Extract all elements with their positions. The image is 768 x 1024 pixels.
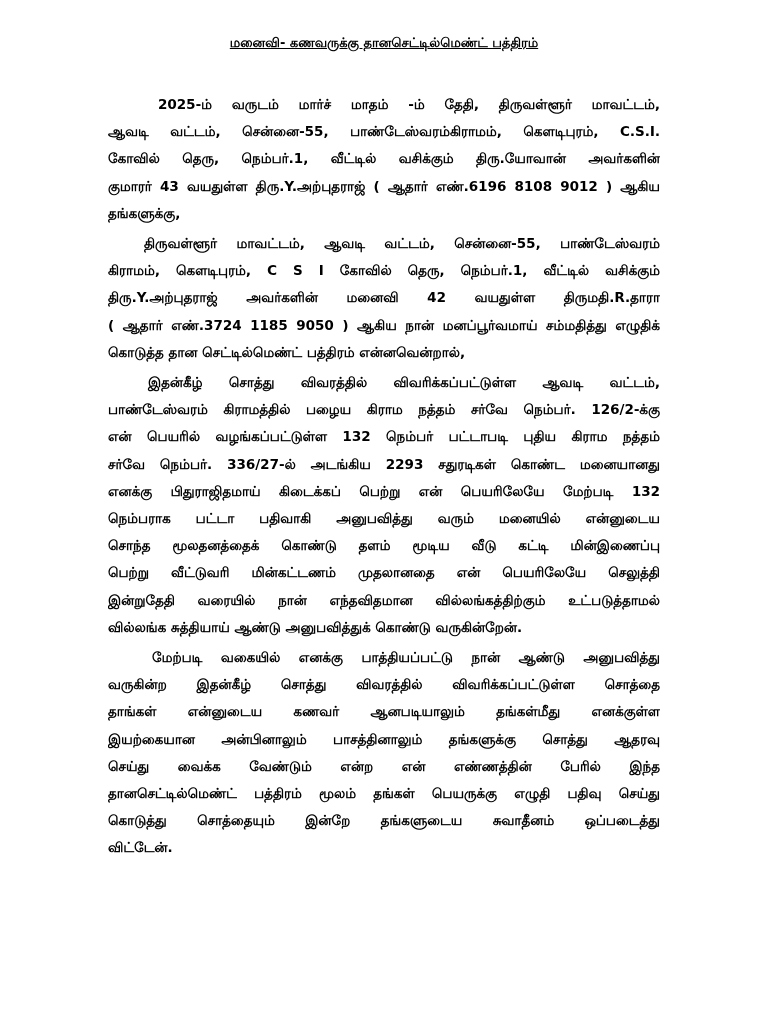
paragraph-line: எனக்கு பிதுராஜிதமாய் கிடைக்கப் பெற்று என் பெயரிலேயே மேற்படி 132: [108, 483, 660, 500]
paragraph-line: வில்லங்க சுத்தியாய் ஆண்டு அனுபவித்துக் கொண்டு வருகின்றேன்.: [108, 619, 523, 636]
paragraph-line: திரு.Y.அற்புதராஜ் அவர்களின் மனைவி 42 வயதுள்ள திருமதி.R.தாரா: [108, 290, 660, 307]
paragraph-line: திருவள்ளூர் மாவட்டம், ஆவடி வட்டம், சென்னை-55, பாண்டேஸ்வரம்: [144, 236, 660, 253]
document-title: மனைவி- கணவருக்கு தானசெட்டில்மெண்ட் பத்திரம்: [229, 36, 539, 51]
paragraph-line: பெற்று வீட்டுவரி மின்கட்டணம் முதலானதை என் பெயரிலேயே செலுத்தி: [108, 565, 660, 582]
paragraph-line: ஆவடி வட்டம், சென்னை-55, பாண்டேஸ்வரம்கிராமம், கெளடிபுரம், C.S.I.: [108, 124, 660, 141]
paragraph-4: [108, 645, 660, 863]
paragraph-line: விட்டேன்.: [108, 840, 173, 857]
paragraph-line: இயற்கையான அன்பினாலும் பாசத்தினாலும் தங்களுக்கு சொத்து ஆதரவு: [108, 731, 660, 748]
paragraph-line: இதன்கீழ் சொத்து விவரத்தில் விவரிக்கப்பட்டுள்ள ஆவடி வட்டம்,: [148, 375, 660, 392]
paragraph-line: சொந்த மூலதனத்தைக் கொண்டு தளம் மூடிய வீடு கட்டி மின்இணைப்பு: [108, 538, 660, 555]
paragraph-line: ( ஆதார் எண்.3724 1185 9050 ) ஆகிய நான் மனப்பூர்வமாய் சம்மதித்து எழுதிக்: [108, 317, 660, 334]
paragraph-line: வருகின்ற இதன்கீழ் சொத்து விவரத்தில் விவரிக்கப்பட்டுள்ள சொத்தை: [108, 677, 660, 694]
paragraph-line: குமாரர் 43 வயதுள்ள திரு.Y.அற்புதராஜ் ( ஆதார் எண்.6196 8108 9012 ) ஆகிய: [108, 178, 660, 195]
paragraph-2: [108, 231, 660, 367]
paragraph-line: கோவில் தெரு, நெம்பர்.1, வீட்டில் வசிக்கும் திரு.யோவான் அவர்களின்: [108, 151, 660, 168]
paragraph-line: கொடுத்து சொத்தையும் இன்றே தங்களுடைய சுவாதீனம் ஒப்படைத்து: [108, 813, 660, 830]
paragraph-line: பாண்டேஸ்வரம் கிராமத்தில் பழைய கிராம நத்தம் சர்வே நெம்பர். 126/2-க்கு: [108, 402, 660, 419]
paragraph-line: இன்றுதேதி வரையில் நான் எந்தவிதமான வில்லங்கத்திற்கும் உட்படுத்தாமல்: [108, 592, 660, 609]
paragraph-line: என் பெயரில் வழங்கப்பட்டுள்ள 132 நெம்பர் பட்டாபடி புதிய கிராம நத்தம்: [108, 429, 660, 446]
paragraph-line: தானசெட்டில்மெண்ட் பத்திரம் மூலம் தங்கள் பெயருக்கு எழுதி பதிவு செய்து: [108, 786, 660, 803]
paragraph-line: மேற்படி வகையில் எனக்கு பாத்தியப்பட்டு நான் ஆண்டு அனுபவித்து: [152, 650, 660, 667]
paragraph-line: சர்வே நெம்பர். 336/27-ல் அடங்கிய 2293 சதுரடிகள் கொண்ட மனையானது: [108, 456, 660, 473]
paragraph-line: 2025-ம் வருடம் மார்ச் மாதம் -ம் தேதி, திருவள்ளூர் மாவட்டம்,: [158, 97, 660, 113]
paragraph-line: நெம்பராக பட்டா பதிவாகி அனுபவித்து வரும் மனையில் என்னுடைய: [108, 511, 660, 528]
paragraph-line: செய்து வைக்க வேண்டும் என்ற என் எண்ணத்தின் பேரில் இந்த: [108, 758, 660, 775]
paragraph-3: [108, 370, 660, 642]
paragraph-1: [108, 92, 660, 228]
paragraph-line: தங்களுக்கு,: [108, 205, 181, 222]
paragraph-line: கொடுத்த தான செட்டில்மெண்ட் பத்திரம் என்னவென்றால்,: [108, 344, 466, 361]
paragraph-line: கிராமம், கெளடிபுரம், C S I கோவில் தெரு, நெம்பர்.1, வீட்டில் வசிக்கும்: [108, 263, 660, 280]
paragraph-line: தாங்கள் என்னுடைய கணவர் ஆனபடியாலும் தங்கள்மீது எனக்குள்ள: [108, 704, 660, 721]
